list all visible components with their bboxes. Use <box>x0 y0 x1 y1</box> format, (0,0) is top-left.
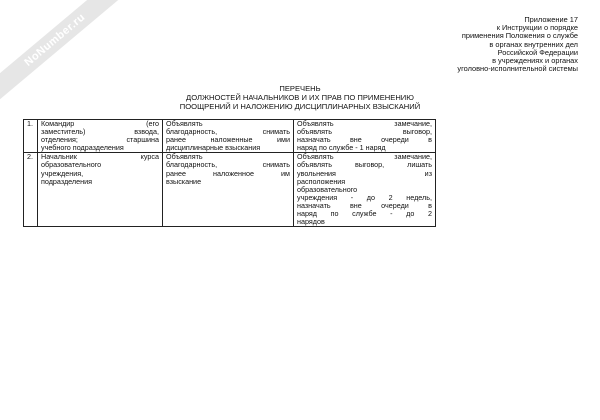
penalties-cell <box>294 153 436 227</box>
cell-text-line: ранее наложенное им <box>166 168 290 178</box>
appendix-line: применения Положения о службе <box>461 31 578 41</box>
appendix-line: Приложение 17 <box>524 15 578 24</box>
appendix-line: к Инструкции о порядке <box>496 23 578 33</box>
cell-text-line: благодарность, снимать <box>166 160 290 170</box>
position-cell <box>38 120 163 153</box>
appendix-header <box>457 16 578 73</box>
cell-text-line: Начальник курса <box>41 152 159 162</box>
cell-text-line: Объявлять <box>166 152 203 162</box>
watermark: NoNumber.ru <box>0 0 127 102</box>
cell-text-line: объявлять выговор, лишать <box>297 160 432 170</box>
cell-text-line: учреждения, <box>41 168 84 178</box>
row-number: 2. <box>24 153 38 227</box>
position-cell <box>38 153 163 227</box>
appendix-line: уголовно-исполнительной системы <box>457 64 578 74</box>
title-line: ПЕРЕЧЕНЬ <box>279 84 321 93</box>
cell-text-line: назначать вне очереди в <box>297 200 432 210</box>
cell-text-line: учреждения - до 2 недель, <box>297 192 432 202</box>
appendix-line: в учреждениях и органах <box>492 56 578 66</box>
cell-text-line: благодарность, снимать <box>166 127 290 137</box>
cell-text-line: Командир (его <box>41 119 159 128</box>
cell-text-line: Объявлять замечание, <box>297 119 432 128</box>
cell-text-line: нарядов <box>297 217 325 227</box>
cell-text-line: назначать вне очереди в <box>297 135 432 145</box>
cell-text-line: подразделения <box>41 176 92 186</box>
table-row <box>24 153 436 227</box>
document-title <box>0 84 600 111</box>
cell-text-line: образовательного <box>41 160 102 170</box>
appendix-line: Российской Федерации <box>497 47 578 57</box>
cell-text-line: ранее наложенные ими <box>166 135 290 145</box>
cell-text-line: заместитель) взвода, <box>41 127 159 137</box>
cell-text-line: взыскание <box>166 176 202 186</box>
rights-table <box>23 119 436 227</box>
cell-text-line: Объявлять <box>166 119 203 128</box>
cell-text-line: объявлять выговор, <box>297 127 432 137</box>
cell-text-line: дисциплинарные взыскания <box>166 143 261 153</box>
penalties-cell <box>294 120 436 153</box>
encouragement-cell <box>163 153 294 227</box>
encouragement-cell <box>163 120 294 153</box>
appendix-line: в органах внутренних дел <box>489 39 578 49</box>
cell-text-line: Объявлять замечание, <box>297 152 432 162</box>
table-row <box>24 120 436 153</box>
cell-text-line: увольнения из <box>297 168 432 178</box>
cell-text-line: расположения <box>297 176 346 186</box>
title-line: ПООЩРЕНИЙ И НАЛОЖЕНИЮ ДИСЦИПЛИНАРНЫХ ВЗЫСКАНИЙ <box>179 102 421 111</box>
cell-text-line: наряд по службе - до 2 <box>297 209 432 219</box>
title-line: ДОЛЖНОСТЕЙ НАЧАЛЬНИКОВ И ИХ ПРАВ ПО ПРИМЕНЕНИЮ <box>186 93 414 102</box>
cell-text-line: учебного подразделения <box>41 143 124 153</box>
cell-text-line: наряд по службе - 1 наряд <box>297 143 386 153</box>
row-number: 1. <box>24 120 38 153</box>
cell-text-line: образовательного <box>297 184 358 194</box>
cell-text-line: отделения; старшина <box>41 135 159 145</box>
